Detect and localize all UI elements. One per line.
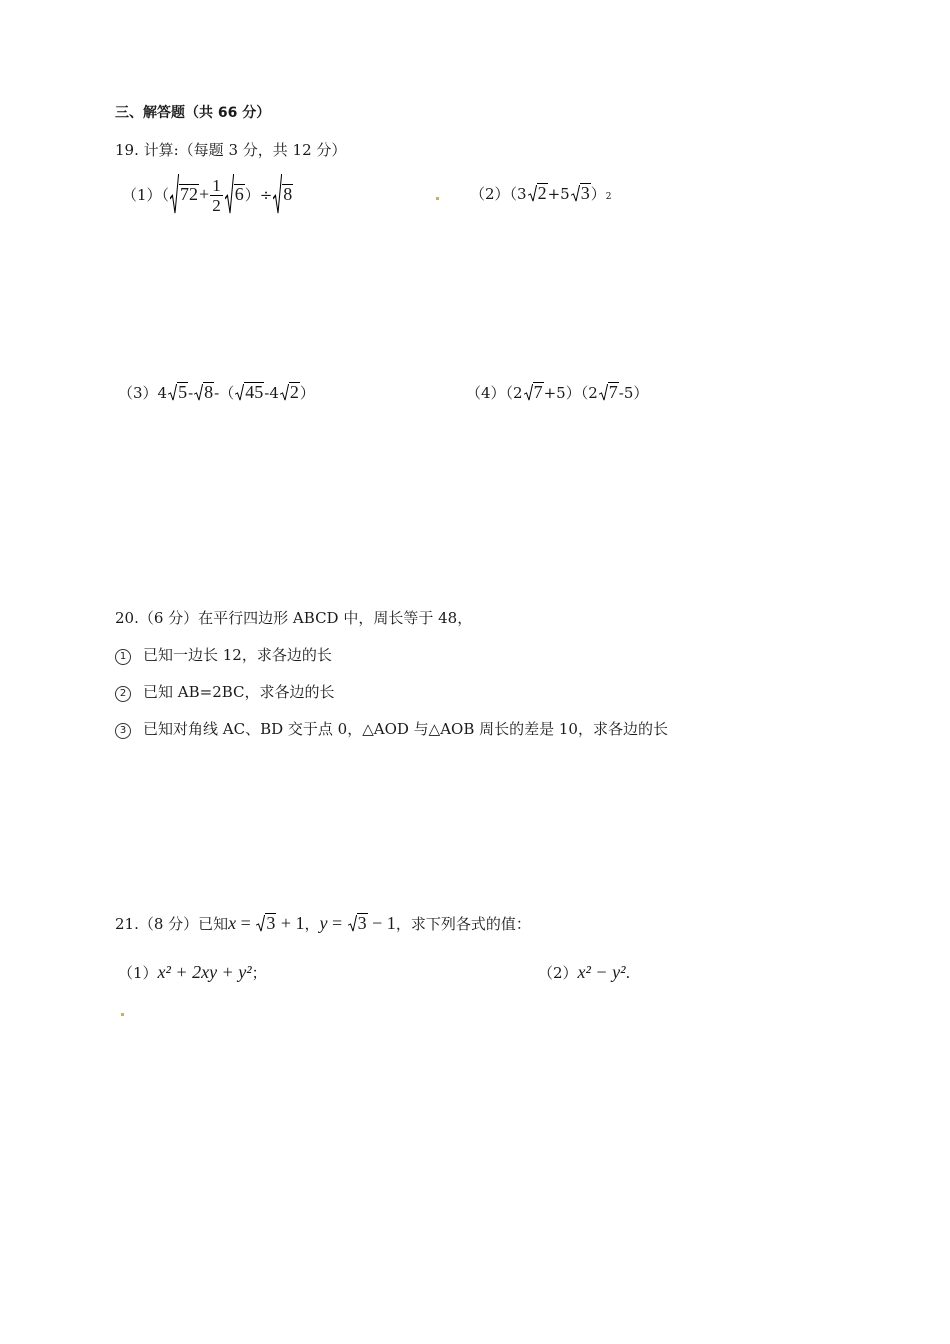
q19-p1-label: （1）（ [122, 186, 170, 204]
q21-suffix: ，求下列各式的值： [395, 915, 531, 933]
close-divide: ）÷ [244, 186, 273, 204]
section-title: 三、解答题（共 66 分） [115, 105, 271, 121]
sqrt-8: 8 [273, 172, 293, 216]
q20-item-1 [115, 645, 332, 665]
scan-speck [121, 1013, 124, 1016]
sqrt-3: 3 [571, 183, 591, 203]
separator: ， [304, 915, 320, 933]
close-paren: ） [299, 384, 315, 402]
minus-sign: - [188, 384, 194, 402]
equals: = [236, 913, 256, 933]
sqrt-45: 45 [235, 382, 264, 402]
var-x: x [228, 913, 237, 933]
plus-five: +5 [547, 185, 570, 203]
plus-one: + 1 [276, 913, 305, 933]
q21-p1-label: （1） [118, 964, 158, 982]
q19-part1 [122, 172, 293, 217]
sqrt-7: 7 [524, 382, 544, 402]
q21-p2-expression: x² − y² [577, 962, 626, 982]
sqrt-3: 3 [348, 913, 368, 933]
q19-heading: 19. 计算:（每题 3 分，共 12 分） [115, 141, 347, 159]
minus-four: -4 [264, 384, 279, 402]
sqrt-72: 72 [170, 172, 199, 216]
q19-part4 [466, 382, 648, 403]
sqrt-8: 8 [194, 382, 214, 402]
circled-number-2: 2 [115, 686, 131, 702]
q20-item-3-text: 已知对角线 AC、BD 交于点 0，△AOD 与△AOB 周长的差是 10，求各边的长 [143, 720, 668, 738]
close-text: -5） [618, 384, 649, 402]
q19-part2 [470, 183, 611, 207]
q21-prefix: 21.（8 分）已知 [115, 915, 229, 933]
sqrt-2: 2 [528, 183, 548, 203]
q20-item-2 [115, 682, 335, 702]
minus-one: − 1 [367, 913, 396, 933]
scan-speck [436, 197, 439, 200]
q20-item-3 [115, 719, 668, 739]
sqrt-2: 2 [280, 382, 300, 402]
var-y: y [319, 913, 328, 933]
middle-text: +5）（2 [543, 384, 598, 402]
q19-p4-label: （4）（2 [466, 384, 523, 402]
q21-part2 [538, 962, 630, 983]
equals: = [327, 913, 347, 933]
q19-p3-label: （3）4 [118, 384, 168, 402]
q21-p1-expression: x² + 2xy + y² [157, 962, 252, 982]
exponent: 2 [605, 192, 612, 202]
q21-p2-end: . [625, 964, 631, 982]
sqrt-7: 7 [599, 382, 619, 402]
q20-item-2-text: 已知 AB=2BC，求各边的长 [143, 683, 335, 701]
q20-item-1-text: 已知一边长 12，求各边的长 [143, 646, 332, 664]
sqrt-3: 3 [256, 913, 276, 933]
minus-open: -（ [214, 384, 235, 402]
sqrt-5: 5 [168, 382, 188, 402]
circled-number-3: 3 [115, 723, 131, 739]
close-paren: ） [590, 185, 606, 203]
q21-p2-label: （2） [538, 964, 578, 982]
q19-p2-label: （2）（3 [470, 185, 527, 203]
q21-heading [115, 913, 531, 934]
q19-part3 [118, 382, 315, 403]
q20-heading: 20.（6 分）在平行四边形 ABCD 中，周长等于 48， [115, 609, 473, 627]
circled-number-1: 1 [115, 649, 131, 665]
sqrt-6: 6 [225, 172, 245, 216]
plus-sign: + [199, 184, 210, 204]
fraction-half: $\frac{1}{2}$ [212, 175, 221, 215]
q21-p1-end: ； [251, 964, 267, 982]
q21-part1 [118, 962, 267, 983]
